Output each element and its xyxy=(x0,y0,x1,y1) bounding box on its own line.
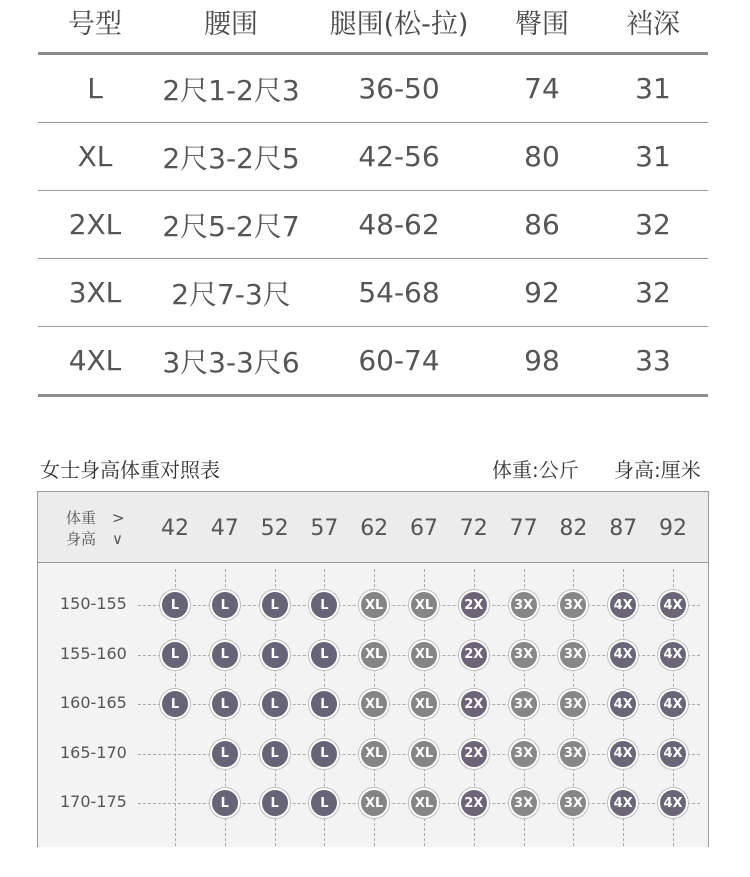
height-unit-label: 身高:厘米 xyxy=(614,458,701,482)
size-table-header xyxy=(38,0,708,55)
cell-thigh: 42-56 xyxy=(358,140,440,173)
size-dot: L xyxy=(260,640,290,670)
axis-legend xyxy=(66,508,125,550)
axis-height-label: 身高 xyxy=(66,530,97,548)
chevron-down-icon: ∨ xyxy=(112,530,123,548)
size-dot: XL xyxy=(409,788,439,818)
size-dot: L xyxy=(160,640,190,670)
cell-thigh: 48-62 xyxy=(358,208,440,241)
size-dot: XL xyxy=(409,590,439,620)
cell-thigh: 54-68 xyxy=(358,276,440,309)
size-dot: XL xyxy=(359,640,389,670)
size-dot: L xyxy=(160,590,190,620)
cell-size: 4XL xyxy=(68,344,122,377)
size-dot: L xyxy=(210,788,240,818)
header-rise: 裆深 xyxy=(626,9,680,40)
size-dot: L xyxy=(210,739,240,769)
size-dot: 3X xyxy=(558,689,588,719)
size-dot: 4X xyxy=(608,590,638,620)
size-dot: XL xyxy=(409,640,439,670)
cell-thigh: 60-74 xyxy=(358,344,440,377)
cell-size: 3XL xyxy=(68,276,122,309)
size-dot: 4X xyxy=(658,640,688,670)
size-dot: 2X xyxy=(459,640,489,670)
size-table xyxy=(38,0,708,397)
size-dot: XL xyxy=(409,689,439,719)
size-dot: L xyxy=(260,689,290,719)
height-tick: 150-155 xyxy=(60,594,127,613)
size-dot: 4X xyxy=(658,739,688,769)
cell-hip: 74 xyxy=(524,72,560,105)
table-row xyxy=(38,191,708,259)
cell-rise: 32 xyxy=(635,276,671,309)
cell-rise: 32 xyxy=(635,208,671,241)
height-tick: 165-170 xyxy=(60,742,127,762)
height-tick: 170-175 xyxy=(60,792,127,811)
size-dot: 4X xyxy=(658,788,688,818)
cell-hip: 86 xyxy=(524,208,560,241)
size-dot: 3X xyxy=(509,689,539,719)
size-dot: L xyxy=(309,590,339,620)
weight-tick: 87 xyxy=(609,516,638,541)
table-row xyxy=(38,327,708,397)
chart-title: 女士身高体重对照表 xyxy=(40,458,220,482)
axis-weight-label: 体重 xyxy=(66,509,97,527)
size-dot: L xyxy=(210,689,240,719)
size-dot: 4X xyxy=(608,689,638,719)
size-dot: 3X xyxy=(509,788,539,818)
cell-size: 2XL xyxy=(68,208,122,241)
cell-waist: 2尺3-2尺5 xyxy=(162,141,300,175)
cell-size: XL xyxy=(77,140,113,173)
size-dot: 3X xyxy=(558,739,588,769)
size-dot: L xyxy=(260,788,290,818)
size-dot: XL xyxy=(409,739,439,769)
weight-tick: 47 xyxy=(210,516,239,541)
cell-size: L xyxy=(87,72,103,105)
cell-rise: 31 xyxy=(635,140,671,173)
size-dot: 3X xyxy=(558,590,588,620)
size-dot: L xyxy=(210,640,240,670)
size-dot: L xyxy=(210,590,240,620)
size-dot: 3X xyxy=(558,640,588,670)
cell-rise: 33 xyxy=(635,344,671,377)
size-dot: 4X xyxy=(658,689,688,719)
cell-waist: 3尺3-3尺6 xyxy=(162,345,300,379)
weight-tick: 57 xyxy=(310,516,339,541)
size-dot: L xyxy=(260,590,290,620)
size-dot: XL xyxy=(359,689,389,719)
header-thigh: 腿围(松-拉) xyxy=(329,9,469,40)
weight-tick: 77 xyxy=(509,516,538,541)
weight-tick: 92 xyxy=(659,516,687,541)
size-dot: XL xyxy=(359,788,389,818)
arrow-right-icon: > xyxy=(112,509,125,527)
height-tick: 160-165 xyxy=(60,693,127,712)
cell-waist: 2尺1-2尺3 xyxy=(162,73,300,107)
cell-hip: 80 xyxy=(524,140,560,173)
cell-hip: 98 xyxy=(524,344,560,377)
cell-waist: 2尺5-2尺7 xyxy=(162,209,300,243)
weight-unit-label: 体重:公斤 xyxy=(492,458,579,482)
height-tick: 155-160 xyxy=(60,643,127,663)
size-chart xyxy=(37,491,709,847)
header-hip: 臀围 xyxy=(515,9,569,40)
table-row xyxy=(38,55,708,123)
weight-tick: 42 xyxy=(161,516,189,541)
cell-waist: 2尺7-3尺 xyxy=(171,277,291,311)
cell-hip: 92 xyxy=(524,276,560,309)
size-dot: 4X xyxy=(608,788,638,818)
size-dot: L xyxy=(309,640,339,670)
table-row xyxy=(38,259,708,327)
size-dot: L xyxy=(309,788,339,818)
size-dot: 4X xyxy=(608,739,638,769)
size-dot: L xyxy=(309,689,339,719)
size-dot: 3X xyxy=(509,739,539,769)
size-dot: 2X xyxy=(459,689,489,719)
weight-tick: 72 xyxy=(459,516,488,541)
weight-tick: 67 xyxy=(410,516,438,541)
weight-tick: 82 xyxy=(559,516,588,541)
size-dot: 4X xyxy=(608,640,638,670)
size-dot: 3X xyxy=(558,788,588,818)
size-dot: L xyxy=(160,689,190,719)
size-dot: 2X xyxy=(459,788,489,818)
size-dot: 3X xyxy=(509,640,539,670)
size-dot: 2X xyxy=(459,739,489,769)
size-dot: XL xyxy=(359,590,389,620)
size-dot: XL xyxy=(359,739,389,769)
size-dot: 2X xyxy=(459,590,489,620)
cell-thigh: 36-50 xyxy=(358,72,440,105)
size-dot: L xyxy=(260,739,290,769)
size-dot: 4X xyxy=(658,590,688,620)
weight-tick: 52 xyxy=(260,516,289,541)
header-size: 号型 xyxy=(68,9,122,40)
size-dot: L xyxy=(309,739,339,769)
header-waist: 腰围 xyxy=(204,9,258,40)
weight-tick: 62 xyxy=(360,516,389,541)
size-dot: 3X xyxy=(509,590,539,620)
cell-rise: 31 xyxy=(635,72,671,105)
table-row xyxy=(38,123,708,191)
